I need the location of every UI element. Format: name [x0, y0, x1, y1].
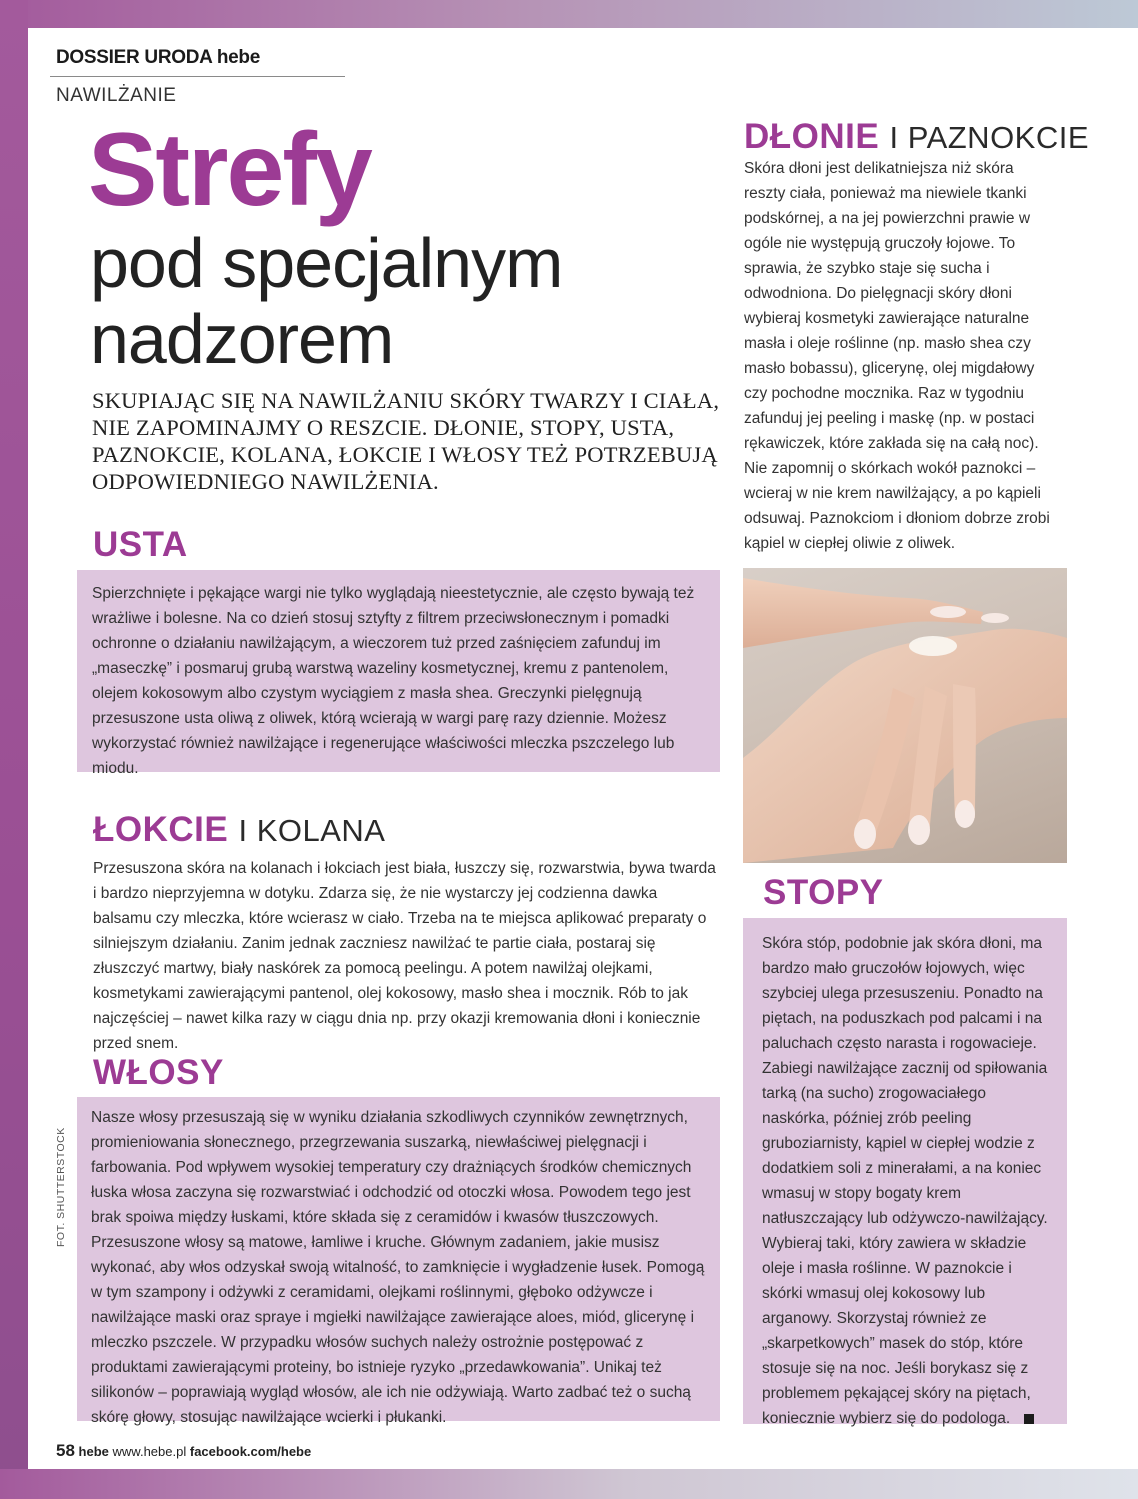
stopy-box — [743, 918, 1067, 1427]
page-subtitle: pod specjalnym nadzorem — [90, 224, 563, 378]
top-gradient-bar — [0, 0, 1138, 28]
header-divider — [50, 76, 345, 77]
usta-box — [77, 570, 720, 777]
footer-site-link[interactable]: www.hebe.pl — [112, 1444, 187, 1459]
brand-logo-text: hebe — [216, 47, 260, 68]
page-footer — [56, 1441, 311, 1461]
footer-social-link[interactable]: facebook.com/hebe — [189, 1444, 312, 1459]
left-accent-bar — [0, 0, 28, 1499]
usta-text: Spierzchnięte i pękające wargi nie tylko wyglądają nieestetycznie, ale często bywają też wrażliwe i bolesne. Na co dzień stosuj sztyfty z filtrem przeciwsłonecznym i pomadki ochronne o działaniu nawilżającym, a wieczorem tuż przed zaśnięciem zafunduj im „maseczkę” i posmaruj grubą warstwą wazeliny kosmetycznej, kremu z pantenolem, olejem kokosowym albo czystym wyciągiem z masła shea. Greczynki pielęgnują przesuszone usta oliwą z oliwek, którą wcierają w wargi parę razy dziennie. Możesz wykorzystać również nawilżające i regenerujące właściwości mleczka pszczelego lub miodu. — [92, 585, 695, 777]
stopy-text: Skóra stóp, podobnie jak skóra dłoni, ma bardzo mało gruczołów łojowych, więc szybciej ulega przesuszeniu. Ponadto na piętach, na poduszkach pod palcami i na paluchach często narasta i rogowacieje. Zabiegi nawilżające zacznij od spiłowania tarką (na sucho) zrogowaciałego naskórka, później zrób peeling gruboziarnisty, kąpiel w ciepłej wodzie z dodatkiem soli z minerałami, a na koniec wmasuj w stopy bogaty krem natłuszczający lub odżywczo-nawilżający. Wybieraj taki, który zawiera w składzie oleje i masła roślinne. W paznokcie i skórki wmasuj olej kokosowy lub arganowy. Skorzystaj również ze „skarpetkowych” masek do stóp, które stosuje się na noc. Jeśli borykasz się z problemem pękającej skóry na piętach, koniecznie wybierz się do podologa. — [762, 935, 1048, 1427]
hands-photo — [743, 568, 1067, 863]
wlosy-text: Nasze włosy przesuszają się w wyniku działania szkodliwych czynników zewnętrznych, promieniowania słonecznego, przegrzewania suszarką, niewłaściwej pielęgnacji i farbowania. Pod wpływem wysokiej temperatury czy drażniących środków chemicznych łuska włosa zaczyna się rozwarstwiać i odchodzić od otoczki włosa. Powodem tego jest brak spoiwa między łuskami, które składa się z ceramidów i kwasów tłuszczowych. Przesuszone włosy są matowe, łamliwe i kruche. Głównym zadaniem, jakie musisz wykonać, aby włos odzyskał swoją witalność, to zamknięcie i wygładzenie łusek. Pomogą w tym szampony i odżywki z ceramidami, olejkami roślinnymi, głęboko odżywcze i nawilżające maski oraz spraye i mgiełki nawilżające zawierające aloes, miód, glicerynę i mleczko pszczele. W przypadku włosów suchych należy ostrożnie postępować z produktami zawierającymi proteiny, bo istnieje ryzyko „przedawkowania”. Unikaj też silikonów – poprawiają wygląd włosów, ale ich nie odżywiają. Warto zadbać też o suchą skórę głowy, stosując nawilżające wcierki i płukanki. — [91, 1109, 705, 1426]
section-name: DOSSIER URODA — [56, 47, 212, 68]
lokcie-heading-bold: ŁOKCIE — [93, 810, 229, 849]
lokcie-heading-light: I KOLANA — [238, 813, 386, 848]
footer-brand: hebe — [78, 1444, 109, 1459]
dlonie-heading — [744, 117, 1089, 157]
lokcie-heading — [93, 810, 385, 850]
wlosy-box — [77, 1097, 720, 1426]
lead-paragraph: SKUPIAJĄC SIĘ NA NAWILŻANIU SKÓRY TWARZY I CIAŁA, NIE ZAPOMINAJMY O RESZCIE. DŁONIE, STOPY, USTA, PAZNOKCIE, KOLANA, ŁOKCIE I WŁOSY TEŻ POTRZEBUJĄ ODPOWIEDNIEGO NAWILŻENIA. — [92, 388, 720, 494]
page-title: Strefy — [88, 112, 371, 228]
usta-heading: USTA — [93, 525, 188, 564]
section-header — [56, 47, 260, 69]
section-tag: NAWILŻANIE — [56, 85, 177, 106]
dlonie-text: Skóra dłoni jest delikatniejsza niż skóra reszty ciała, ponieważ ma niewiele tkanki podskórnej, a na jej powierzchni prawie w ogóle nie występują gruczoły łojowe. To sprawia, że szybko staje się sucha i odwodniona. Do pielęgnacji skóry dłoni wybieraj kosmetyki zawierające naturalne masła i oleje roślinne (np. masło shea czy masło bobassu), glicerynę, olej migdałowy czy pochodne mocznika. Raz w tygodniu zafunduj jej peeling i maskę (np. w postaci rękawiczek, które zakłada się na całą noc). Nie zapomnij o skórkach wokół paznokci – wcieraj w nie krem nawilżający, a po kąpieli odsuwaj. Paznokciom i dłoniom dobrze zrobi kąpiel w ciepłej oliwie z oliwek. — [744, 160, 1050, 552]
wlosy-heading: WŁOSY — [93, 1053, 224, 1092]
dlonie-heading-light: I PAZNOKCIE — [889, 120, 1090, 155]
page-number: 58 — [56, 1441, 75, 1460]
end-square-icon — [1024, 1414, 1034, 1424]
photo-credit: FOT. SHUTTERSTOCK — [55, 1127, 67, 1247]
stopy-heading: STOPY — [763, 873, 884, 912]
bottom-gradient-bar — [0, 1469, 1138, 1499]
dlonie-heading-bold: DŁONIE — [744, 117, 880, 156]
hands-illustration — [743, 568, 1067, 863]
lokcie-text: Przesuszona skóra na kolanach i łokciach jest biała, łuszczy się, rozwarstwia, bywa twarda i bardzo nieprzyjemna w dotyku. Zdarza się, że nie wystarczy jej codzienna dawka balsamu czy mleczka, które wcierasz w ciało. Trzeba na te miejsca aplikować preparaty o silniejszym działaniu. Zanim jednak zaczniesz nawilżać te partie ciała, postaraj się złuszczyć martwy, biały naskórek za pomocą peelingu. A potem nawilżaj olejkami, kosmetykami zawierającymi pantenol, olej kokosowy, masło shea i mocznik. Rób to jak najczęściej – nawet kilka razy w ciągu dnia np. przy okazji kremowania dłoni i koniecznie przed snem. — [93, 860, 716, 1052]
